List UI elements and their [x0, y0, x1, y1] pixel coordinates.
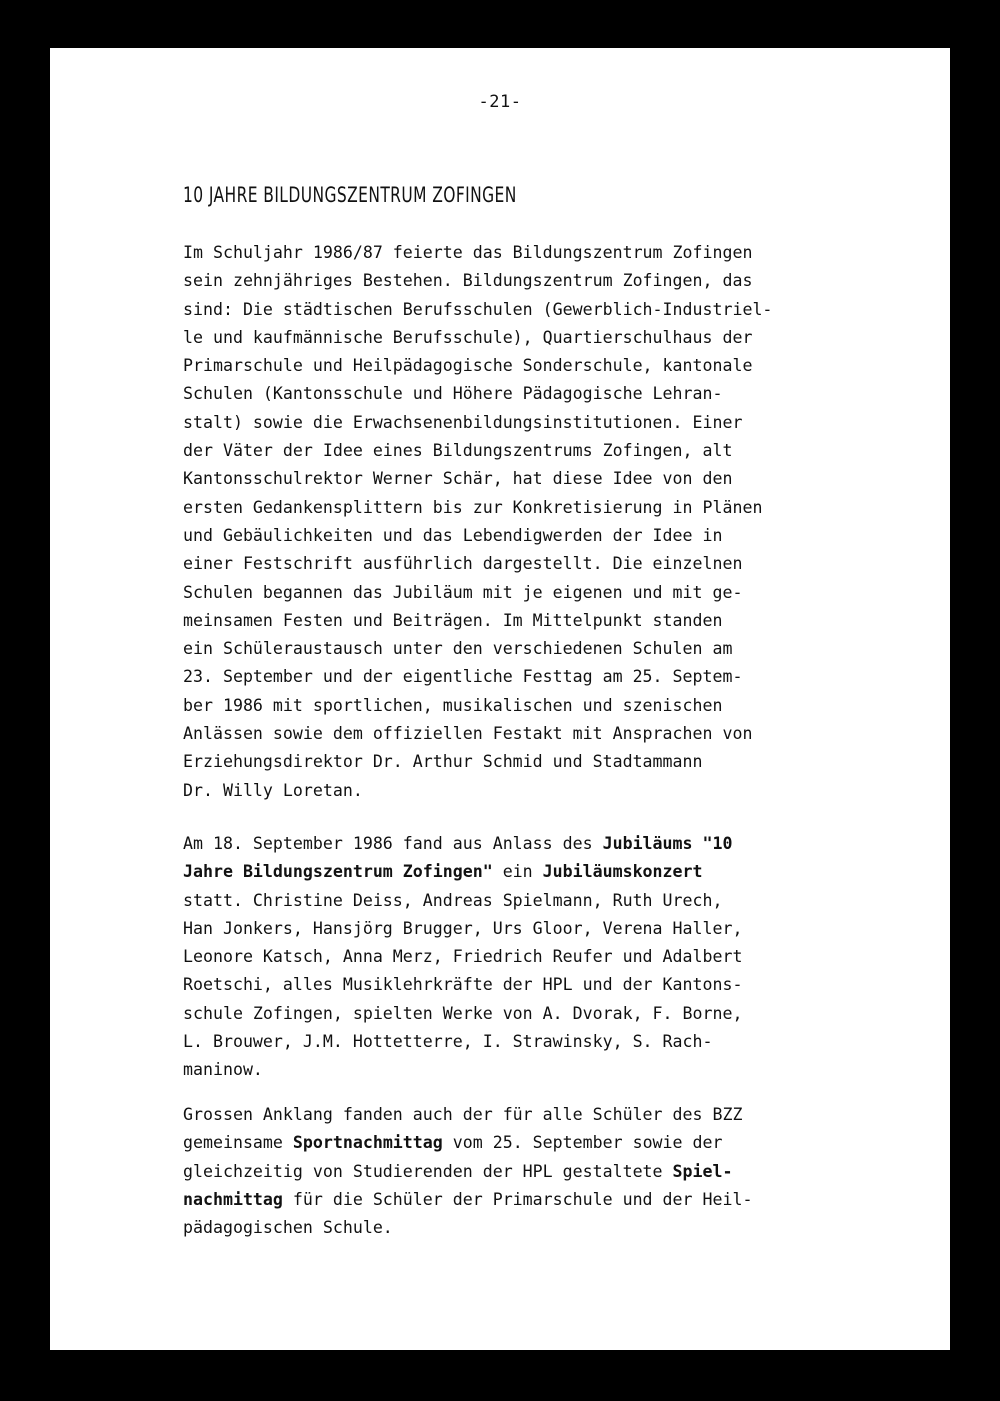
text-line: Grossen Anklang fanden auch der für alle Schüler des BZZ: [183, 1105, 743, 1124]
section-heading: 10 JAHRE BILDUNGSZENTRUM ZOFINGEN: [183, 183, 517, 207]
paragraph-anniversary-intro: [183, 239, 772, 805]
text-line: [183, 858, 742, 886]
text-line: Anlässen sowie dem offiziellen Festakt mit Ansprachen von: [183, 724, 753, 744]
paragraph-sports-afternoon: [183, 1101, 752, 1242]
paragraph-concert: [183, 830, 742, 1085]
text-line: L. Brouwer, J.M. Hottetterre, I. Strawinsky, S. Rach-: [183, 1032, 713, 1052]
text-line: und Gebäulichkeiten und das Lebendigwerden der Idee in: [183, 525, 723, 545]
text-line: ein Schüleraustausch unter den verschiedenen Schulen am: [183, 639, 733, 659]
text-line: Erziehungsdirektor Dr. Arthur Schmid und Stadtammann: [183, 752, 703, 772]
text-line: Schulen (Kantonsschule und Höhere Pädagogische Lehran-: [183, 384, 723, 404]
text-line: Im Schuljahr 1986/87 feierte das Bildungszentrum Zofingen: [183, 243, 753, 262]
text-line: meinsamen Festen und Beiträgen. Im Mittelpunkt standen: [183, 610, 723, 630]
text-line: [183, 1186, 752, 1214]
text-line: maninow.: [183, 1060, 263, 1080]
text-line: der Väter der Idee eines Bildungszentrums Zofingen, alt: [183, 441, 733, 461]
text-line: sind: Die städtischen Berufsschulen (Gewerblich-Industriel-: [183, 299, 773, 319]
bold-text: Jahre Bildungszentrum Zofingen": [183, 862, 493, 882]
text-line: [183, 830, 742, 858]
text-line: Schulen begannen das Jubiläum mit je eigenen und mit ge-: [183, 582, 743, 602]
bold-text: Jubiläumskonzert: [542, 862, 703, 882]
bold-text: Spiel-: [672, 1161, 733, 1181]
text-line: Dr. Willy Loretan.: [183, 780, 363, 800]
text-run: gleichzeitig von Studierenden der HPL gestaltete: [183, 1161, 673, 1181]
text-line: sein zehnjähriges Bestehen. Bildungszentrum Zofingen, das: [183, 271, 753, 291]
text-line: Leonore Katsch, Anna Merz, Friedrich Reufer und Adalbert: [183, 947, 743, 967]
text-run: gemeinsame: [183, 1133, 293, 1153]
text-line: Roetschi, alles Musiklehrkräfte der HPL und der Kantons-: [183, 975, 743, 995]
bold-text: Jubiläums "10: [602, 834, 733, 853]
text-line: stalt) sowie die Erwachsenenbildungsinstitutionen. Einer: [183, 412, 743, 432]
text-line: 23. September und der eigentliche Festtag am 25. Septem-: [183, 667, 743, 687]
text-line: Kantonsschulrektor Werner Schär, hat diese Idee von den: [183, 469, 733, 489]
text-run: Am 18. September 1986 fand aus Anlass des: [183, 834, 603, 853]
text-run: vom 25. September sowie der: [442, 1133, 723, 1153]
document-page: [50, 48, 950, 1350]
text-line: schule Zofingen, spielten Werke von A. Dvorak, F. Borne,: [183, 1003, 743, 1023]
text-line: [183, 1129, 752, 1157]
text-line: Primarschule und Heilpädagogische Sonderschule, kantonale: [183, 356, 753, 376]
text-line: Han Jonkers, Hansjörg Brugger, Urs Gloor, Verena Haller,: [183, 918, 743, 938]
text-line: ersten Gedankensplittern bis zur Konkretisierung in Plänen: [183, 497, 763, 517]
bold-text: nachmittag: [183, 1189, 283, 1209]
text-line: statt. Christine Deiss, Andreas Spielmann, Ruth Urech,: [183, 890, 723, 910]
text-run: für die Schüler der Primarschule und der Heil-: [282, 1189, 753, 1209]
text-line: pädagogischen Schule.: [183, 1218, 393, 1238]
text-line: le und kaufmännische Berufsschule), Quartierschulhaus der: [183, 327, 753, 347]
bold-text: Sportnachmittag: [292, 1133, 443, 1153]
text-run: ein: [492, 862, 543, 882]
text-line: ber 1986 mit sportlichen, musikalischen und szenischen: [183, 695, 723, 715]
text-line: [183, 1158, 752, 1186]
text-line: einer Festschrift ausführlich dargestellt. Die einzelnen: [183, 554, 743, 574]
page-number: -21-: [478, 92, 522, 112]
